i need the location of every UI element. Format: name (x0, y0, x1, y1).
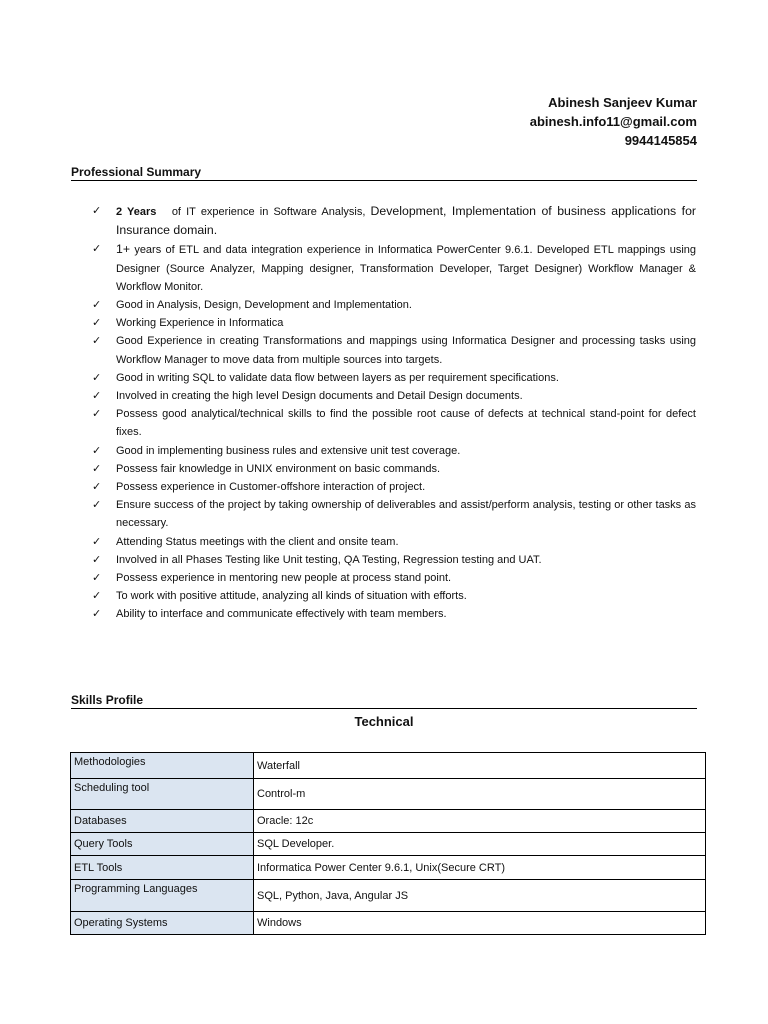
skills-profile-heading: Skills Profile (71, 693, 697, 709)
skill-category: Operating Systems (71, 912, 254, 935)
table-row (71, 753, 706, 779)
summary-bullet-text: years of ETL and data integration experience in Informatica PowerCenter 9.6.1. Developed ETL mappings using Designer (Source Analyzer, Mapping designer, Transformation Developer, Target Designer) Workflow Manager & Workflow Monitor. (116, 244, 696, 293)
summary-bullet (92, 387, 696, 405)
checkmark-icon: ✓ (92, 481, 102, 494)
checkmark-icon: ✓ (92, 335, 102, 348)
summary-bullet-text: Good in implementing business rules and extensive unit test coverage. (116, 444, 461, 457)
summary-bullet-text: Involved in all Phases Testing like Unit testing, QA Testing, Regression testing and UAT. (116, 553, 542, 566)
skill-value: SQL, Python, Java, Angular JS (254, 880, 706, 912)
summary-bullet-list (92, 202, 696, 624)
skill-category: ETL Tools (71, 856, 254, 880)
technical-subheading: Technical (354, 714, 414, 729)
summary-bullet-text: Ability to interface and communicate effectively with team members. (116, 608, 447, 621)
checkmark-icon: ✓ (92, 408, 102, 421)
skill-category: Programming Languages (71, 880, 254, 912)
skill-category: Databases (71, 810, 254, 833)
summary-bullet (92, 478, 696, 496)
summary-bullet (92, 460, 696, 478)
summary-bullet (92, 405, 696, 441)
checkmark-icon: ✓ (92, 608, 102, 621)
summary-bullet-text: Attending Status meetings with the client and onsite team. (116, 535, 399, 548)
summary-bullet (92, 496, 696, 532)
summary-bullet-text: Possess good analytical/technical skills to find the possible root cause of defects at technical stand-point for defect fixes. (116, 408, 696, 439)
summary-bullet (92, 569, 696, 587)
checkmark-icon: ✓ (92, 299, 102, 312)
checkmark-icon: ✓ (92, 462, 102, 475)
summary-bullet (92, 314, 696, 332)
checkmark-icon: ✓ (92, 499, 102, 512)
summary-bullet (92, 332, 696, 368)
candidate-email[interactable]: abinesh.info11@gmail.com (529, 114, 697, 129)
summary-bullet-prefix: 1+ (116, 242, 131, 257)
checkmark-icon: ✓ (92, 390, 102, 403)
summary-bullet (92, 587, 696, 605)
skill-value: Oracle: 12c (254, 810, 706, 833)
checkmark-icon: ✓ (92, 243, 102, 256)
skill-category: Scheduling tool (71, 779, 254, 810)
professional-summary-heading: Professional Summary (71, 165, 697, 181)
checkmark-icon: ✓ (92, 572, 102, 585)
years-experience: 2 Years (116, 206, 157, 218)
summary-bullet-text: To work with positive attitude, analyzing all kinds of situation with efforts. (116, 590, 467, 603)
skills-table (70, 752, 706, 935)
summary-bullet (92, 533, 696, 551)
summary-bullet (92, 202, 696, 240)
contact-header (530, 93, 697, 150)
skill-value: Waterfall (254, 753, 706, 779)
summary-bullet-text: Involved in creating the high level Design documents and Detail Design documents. (116, 390, 523, 403)
candidate-name: Abinesh Sanjeev Kumar (548, 95, 697, 110)
summary-bullet (92, 551, 696, 569)
skill-category: Query Tools (71, 833, 254, 856)
skill-category: Methodologies (71, 753, 254, 779)
summary-bullet (92, 240, 696, 296)
table-row (71, 810, 706, 833)
summary-bullet (92, 605, 696, 623)
checkmark-icon: ✓ (92, 371, 102, 384)
summary-bullet (92, 442, 696, 460)
checkmark-icon: ✓ (92, 444, 102, 457)
summary-bullet-text: Possess experience in Customer-offshore interaction of project. (116, 481, 426, 494)
table-row (71, 833, 706, 856)
candidate-phone: 9944145854 (624, 133, 697, 148)
checkmark-icon: ✓ (92, 590, 102, 603)
summary-bullet-text: Development, Implementation of business applications for Insurance domain. (116, 204, 697, 238)
summary-bullet-text: Good Experience in creating Transformations and mappings using Informatica Designer and processing tasks using Workflow Manager to move data from multiple sources into targets. (116, 335, 696, 366)
table-row (71, 880, 706, 912)
summary-bullet-text: Possess experience in mentoring new people at process stand point. (116, 572, 452, 585)
skill-value: Control-m (254, 779, 706, 810)
checkmark-icon: ✓ (92, 553, 102, 566)
skill-value: SQL Developer. (254, 833, 706, 856)
summary-bullet-text: Ensure success of the project by taking ownership of deliverables and assist/perform analysis, testing or other tasks as necessary. (116, 499, 696, 530)
checkmark-icon: ✓ (92, 535, 102, 548)
summary-bullet (92, 296, 696, 314)
summary-bullet-text: Good in Analysis, Design, Development and Implementation. (116, 299, 412, 312)
table-row (71, 912, 706, 935)
table-row (71, 856, 706, 880)
table-row (71, 779, 706, 810)
checkmark-icon: ✓ (92, 205, 102, 217)
summary-bullet-text: Working Experience in Informatica (116, 317, 284, 330)
summary-bullet-text: Good in writing SQL to validate data flow between layers as per requirement specifications. (116, 371, 559, 384)
summary-bullet-text: of IT experience in Software Analysis, (171, 206, 366, 218)
summary-bullet (92, 369, 696, 387)
skill-value: Informatica Power Center 9.6.1, Unix(Secure CRT) (254, 856, 706, 880)
skill-value: Windows (254, 912, 706, 935)
summary-bullet-text: Possess fair knowledge in UNIX environment on basic commands. (116, 462, 441, 475)
checkmark-icon: ✓ (92, 317, 102, 330)
